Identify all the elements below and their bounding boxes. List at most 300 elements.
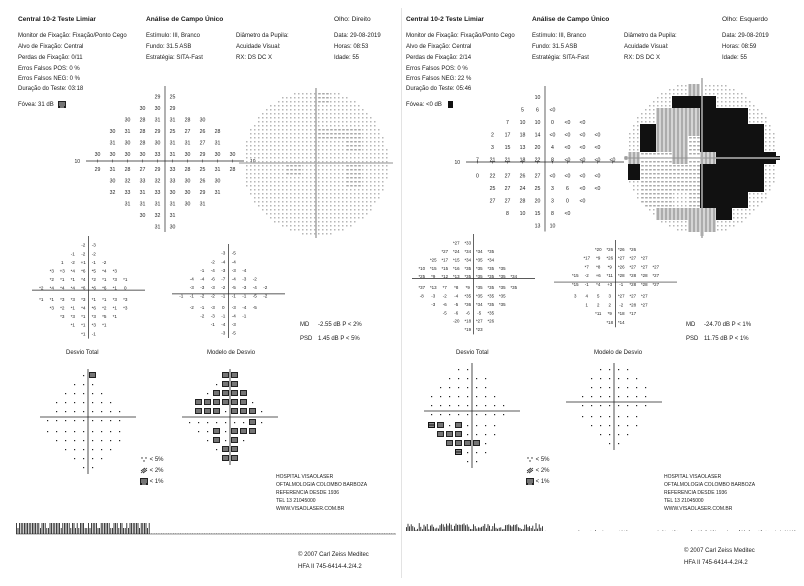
gray-cell [655, 169, 656, 170]
gray-cell [732, 176, 736, 180]
gray-cell [282, 109, 283, 110]
gray-cell [282, 173, 283, 174]
gray-cell [258, 141, 259, 142]
prob-symbol [252, 402, 253, 403]
barcode-bar [48, 528, 49, 534]
gray-cell [274, 141, 275, 142]
gray-cell [350, 149, 351, 150]
gray-cell [318, 133, 319, 134]
barcode-bar [209, 533, 210, 534]
gray-cell [765, 189, 766, 190]
gray-cell [362, 189, 363, 190]
prob-symbol [467, 369, 468, 370]
prob-symbol [467, 396, 468, 397]
gray-cell [744, 128, 748, 132]
gray-cell [378, 145, 379, 146]
gray-cell [290, 205, 291, 206]
gray-cell [302, 141, 303, 142]
barcode-bar [481, 527, 482, 531]
gray-cell [334, 205, 335, 206]
gray-cell [643, 197, 644, 198]
legend-1 [140, 478, 164, 486]
gray-cell [370, 161, 371, 162]
gray-cell [748, 168, 752, 172]
gray-cell [721, 97, 722, 98]
barcode-bar [58, 523, 59, 534]
gray-cell [693, 201, 694, 202]
gray-cell [334, 161, 335, 162]
gray-cell [705, 93, 706, 94]
barcode-bar [94, 523, 95, 534]
gray-cell [374, 149, 375, 150]
gray-cell [314, 133, 315, 134]
grid-value: 30 [124, 117, 131, 124]
gray-cell [298, 113, 299, 114]
barcode-bar [502, 529, 503, 531]
gray-cell [693, 153, 694, 154]
gray-cell [643, 189, 644, 190]
gray-cell [696, 96, 700, 100]
p2-symbol-icon [526, 467, 534, 474]
prob-symbol [582, 405, 583, 406]
gray-cell [286, 105, 287, 106]
gray-cell [302, 193, 303, 194]
gray-cell [756, 152, 760, 156]
gray-cell [378, 129, 379, 130]
gray-cell [324, 97, 325, 98]
prob-symbol [591, 378, 592, 379]
prob-symbol [225, 440, 226, 441]
gray-cell [681, 93, 682, 94]
gray-cell [629, 145, 630, 146]
gray-cell [322, 97, 323, 98]
gray-cell [661, 165, 662, 166]
stimulus: Estímulo: III, Branco [146, 33, 201, 39]
gray-cell [302, 197, 303, 198]
gray-cell [689, 153, 690, 154]
prob-symbol [476, 434, 477, 435]
gray-cell [360, 141, 361, 142]
grid-value: *1 [70, 277, 75, 283]
gray-cell [692, 212, 696, 216]
prob-symbol [101, 393, 102, 394]
gray-cell [274, 117, 275, 118]
gray-cell [250, 153, 251, 154]
gray-cell [314, 93, 315, 94]
gray-cell [350, 185, 351, 186]
grid-value: 13 [534, 223, 541, 230]
prob-symbol [225, 431, 226, 432]
gray-cell [378, 133, 379, 134]
prob-symbol [65, 449, 66, 450]
barcode-bar [460, 525, 461, 531]
grid-value: *37 [418, 285, 426, 291]
gray-cell [753, 197, 754, 198]
gray-cell [681, 193, 682, 194]
prob-symbol [231, 390, 238, 396]
gray-cell [744, 152, 748, 156]
gray-cell [310, 209, 311, 210]
barcode-bar [433, 527, 434, 531]
grid-value: *34 [464, 249, 472, 255]
gray-cell [664, 108, 668, 112]
gray-cell [708, 172, 712, 176]
gray-cell [282, 165, 283, 166]
gray-cell [266, 149, 267, 150]
gray-cell [669, 181, 670, 182]
barcode-bar [675, 530, 676, 531]
gray-cell [354, 101, 355, 102]
grid-value: *18 [464, 318, 472, 324]
gray-cell [699, 137, 700, 138]
gray-cell [655, 185, 656, 186]
gray-cell [643, 153, 644, 154]
gray-cell [656, 140, 660, 144]
gray-cell [290, 109, 291, 110]
gray-cell [298, 117, 299, 118]
gray-cell [326, 141, 327, 142]
gray-cell [274, 121, 275, 122]
gray-cell [716, 208, 720, 212]
gray-cell [246, 153, 247, 154]
gray-cell [250, 161, 251, 162]
gray-cell [699, 153, 700, 154]
gray-cell [708, 192, 712, 196]
gray-cell [704, 116, 708, 120]
gray-cell [672, 140, 676, 144]
gray-cell [334, 133, 335, 134]
gray-cell [632, 152, 636, 156]
gray-cell [693, 145, 694, 146]
gray-cell [765, 129, 766, 130]
gray-cell [716, 140, 720, 144]
gray-cell [382, 181, 383, 182]
gray-cell [346, 209, 347, 210]
gray-cell [756, 140, 760, 144]
gray-cell [350, 225, 351, 226]
gray-cell [342, 161, 343, 162]
gray-cell [262, 137, 263, 138]
barcode-bar [43, 523, 44, 534]
gray-cell [664, 132, 668, 136]
gray-cell [330, 189, 331, 190]
gray-cell [669, 205, 670, 206]
grid-value: *8 [454, 285, 459, 291]
gray-cell [752, 164, 756, 168]
gray-cell [732, 152, 736, 156]
gray-cell [740, 120, 744, 124]
prob-symbol [89, 372, 96, 378]
gray-cell [673, 189, 674, 190]
gray-cell [712, 120, 716, 124]
gray-cell [705, 85, 706, 86]
gray-cell [322, 93, 323, 94]
gray-cell [705, 89, 706, 90]
gray-cell [250, 181, 251, 182]
total-deviation-grid [30, 236, 150, 340]
gray-cell [332, 133, 333, 134]
barcode-bar [303, 533, 304, 534]
grid-value: *35 [498, 285, 506, 291]
gray-cell [282, 133, 283, 134]
gray-cell [655, 197, 656, 198]
gray-cell [334, 113, 335, 114]
gray-cell [274, 201, 275, 202]
grid-value: *35 [487, 274, 495, 280]
gray-cell [760, 124, 764, 128]
gray-cell [274, 217, 275, 218]
grid-value: *2 [49, 277, 54, 283]
barcode-bar [252, 533, 253, 534]
gray-cell [254, 161, 255, 162]
grid-value: *4 [60, 285, 65, 291]
gray-cell [736, 188, 740, 192]
gray-cell [288, 173, 289, 174]
grid-value: -4 [231, 259, 236, 265]
gray-cell [346, 133, 347, 134]
gray-cell [318, 181, 319, 182]
gray-cell [732, 116, 736, 120]
gray-cell [338, 213, 339, 214]
gray-cell [745, 105, 746, 106]
gray-cell [716, 124, 720, 128]
gray-cell [320, 137, 321, 138]
grid-value: <0 [594, 144, 601, 151]
gray-cell [720, 192, 724, 196]
grid-value: *27 [640, 255, 648, 261]
gray-cell [306, 181, 307, 182]
gray-cell [693, 161, 694, 162]
prob-symbol [618, 387, 619, 388]
gray-cell [352, 165, 353, 166]
grid-value: -5 [454, 301, 459, 307]
gray-cell [360, 149, 361, 150]
gray-cell [346, 113, 347, 114]
gray-cell [716, 128, 720, 132]
gray-cell [346, 165, 347, 166]
prob-symbol [467, 425, 468, 426]
gray-cell [672, 116, 676, 120]
gray-cell [370, 121, 371, 122]
gray-cell [656, 132, 660, 136]
grid-value: -2 [619, 302, 624, 308]
gray-cell [741, 221, 742, 222]
gray-cell [324, 101, 325, 102]
prob-symbol [455, 431, 462, 437]
gray-cell [692, 224, 696, 228]
gray-cell [696, 208, 700, 212]
gray-cell [330, 221, 331, 222]
gray-cell [653, 173, 654, 174]
gray-cell [679, 181, 680, 182]
gray-cell [254, 189, 255, 190]
gray-cell [294, 153, 295, 154]
gray-cell [338, 105, 339, 106]
p1-symbol-icon [140, 478, 148, 485]
gray-cell [286, 125, 287, 126]
gray-cell [697, 145, 698, 146]
barcode-bar [214, 533, 215, 534]
gray-cell [270, 109, 271, 110]
gray-cell [647, 173, 648, 174]
gray-cell [696, 212, 700, 216]
gray-cell [653, 189, 654, 190]
gray-cell [651, 173, 652, 174]
gray-cell [322, 217, 323, 218]
prob-symbol [207, 422, 208, 423]
gray-cell [366, 161, 367, 162]
gray-cell [667, 169, 668, 170]
gray-cell [262, 185, 263, 186]
gray-cell [326, 193, 327, 194]
barcode-bar [478, 527, 479, 531]
gray-cell [685, 197, 686, 198]
hospital-line-3: REFERENCIA DESDE 1936 [276, 490, 340, 496]
gray-cell [721, 229, 722, 230]
gray-cell [756, 148, 760, 152]
gray-cell [318, 153, 319, 154]
gray-cell [306, 225, 307, 226]
gray-cell [708, 124, 712, 128]
gray-cell [637, 145, 638, 146]
gray-cell [302, 117, 303, 118]
gray-cell [733, 89, 734, 90]
threshold-grid [74, 86, 256, 246]
gray-cell [298, 205, 299, 206]
gray-cell [732, 172, 736, 176]
gray-cell [338, 201, 339, 202]
gray-cell [350, 169, 351, 170]
gray-cell [306, 193, 307, 194]
gray-cell [306, 129, 307, 130]
barcode-bar [324, 533, 325, 534]
gray-cell [330, 129, 331, 130]
prob-symbol [213, 390, 220, 396]
gray-cell [688, 228, 692, 232]
prob-symbol [74, 384, 75, 385]
gray-cell [266, 113, 267, 114]
grid-value: *3 [60, 314, 65, 320]
barcode-bar [26, 523, 27, 534]
gray-cell [262, 145, 263, 146]
gray-cell [753, 109, 754, 110]
gray-cell [729, 105, 730, 106]
gray-cell [342, 109, 343, 110]
gray-cell [661, 101, 662, 102]
gray-cell [330, 193, 331, 194]
barcode-bar [156, 533, 157, 534]
gray-cell [346, 97, 347, 98]
gray-cell [348, 181, 349, 182]
gray-cell [663, 165, 664, 166]
prob-symbol [119, 440, 120, 441]
gray-cell [362, 113, 363, 114]
gray-cell [744, 112, 748, 116]
barcode-bar [85, 528, 86, 534]
gray-cell [679, 169, 680, 170]
gray-cell [672, 112, 676, 116]
gray-cell [651, 165, 652, 166]
gray-cell [290, 185, 291, 186]
gray-cell [314, 157, 315, 158]
grid-value: -2 [81, 242, 86, 248]
gray-cell [641, 169, 642, 170]
gray-cell [669, 165, 670, 166]
gray-cell [334, 177, 335, 178]
gray-cell [330, 201, 331, 202]
gray-cell [704, 108, 708, 112]
gray-cell [274, 157, 275, 158]
gray-cell [320, 93, 321, 94]
gray-cell [756, 188, 760, 192]
gray-cell [302, 209, 303, 210]
gray-cell [322, 205, 323, 206]
gray-cell [362, 141, 363, 142]
gray-cell [744, 164, 748, 168]
grid-value: *27 [629, 264, 637, 270]
gray-cell [708, 140, 712, 144]
gray-cell [378, 161, 379, 162]
gray-cell [709, 85, 710, 86]
prob-symbol [440, 396, 441, 397]
gray-cell [294, 169, 295, 170]
gray-cell [748, 184, 752, 188]
barcode-bar [436, 528, 437, 531]
gray-cell [338, 169, 339, 170]
gray-cell [669, 173, 670, 174]
gray-cell [733, 97, 734, 98]
barcode-bar [595, 530, 596, 531]
prob-symbol [56, 402, 57, 403]
barcode-bar [484, 524, 485, 531]
prob-symbol [591, 425, 592, 426]
gray-cell [274, 169, 275, 170]
gray-cell [348, 141, 349, 142]
gray-cell [330, 177, 331, 178]
legend-5-text: < 5% [149, 457, 164, 464]
gray-cell [676, 116, 680, 120]
gray-cell [720, 184, 724, 188]
grid-value: +1 [80, 259, 86, 265]
gray-cell [386, 149, 387, 150]
gray-cell [294, 225, 295, 226]
gray-cell [334, 145, 335, 146]
gray-cell [286, 101, 287, 102]
gray-cell [290, 141, 291, 142]
prob-symbol [225, 422, 226, 423]
gray-cell [270, 129, 271, 130]
gray-cell [680, 116, 684, 120]
gray-cell [366, 177, 367, 178]
gray-cell [633, 137, 634, 138]
grid-value: *4 [81, 277, 86, 283]
gray-cell [318, 185, 319, 186]
gray-cell [773, 141, 774, 142]
gray-cell [338, 193, 339, 194]
gray-cell [326, 189, 327, 190]
gray-cell [645, 193, 646, 194]
grid-value: *6 [81, 285, 86, 291]
gray-cell [748, 140, 752, 144]
gray-cell [721, 85, 722, 86]
gray-cell [629, 149, 630, 150]
gray-cell [697, 141, 698, 142]
gray-cell [688, 132, 692, 136]
barcode-bar [331, 533, 332, 534]
grid-value: *35 [498, 274, 506, 280]
grid-value: <0 [594, 132, 601, 139]
grid-value: <0 [579, 132, 586, 139]
